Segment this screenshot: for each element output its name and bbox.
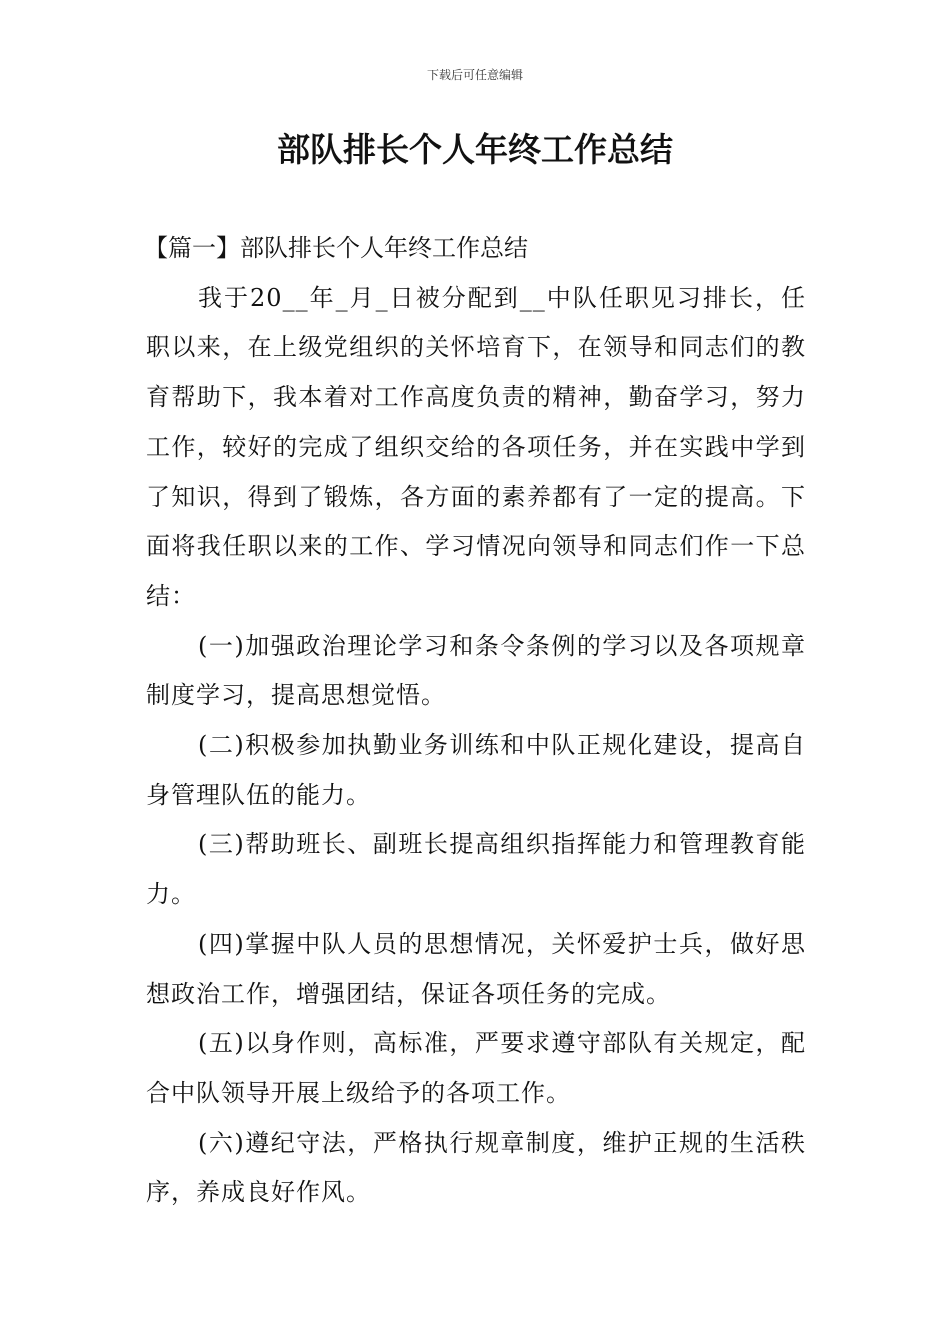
- document-body: [146, 224, 806, 1218]
- point-2-paragraph: (二)积极参加执勤业务训练和中队正规化建设，提高自身管理队伍的能力。: [146, 731, 806, 809]
- point-5-paragraph: (五)以身作则，高标准，严要求遵守部队有关规定，配合中队领导开展上级给予的各项工作。: [146, 1029, 806, 1107]
- document-title: 部队排长个人年终工作总结: [277, 130, 673, 169]
- point-6-paragraph: (六)遵纪守法，严格执行规章制度，维护正规的生活秩序，养成良好作风。: [146, 1128, 806, 1207]
- point-1-paragraph: (一)加强政治理论学习和条令条例的学习以及各项规章制度学习，提高思想觉悟。: [146, 631, 806, 710]
- point-3-paragraph: (三)帮助班长、副班长提高组织指挥能力和管理教育能力。: [146, 830, 806, 909]
- intro-paragraph: 我于20__年_月_日被分配到__中队任职见习排长，任职以来，在上级党组织的关怀培育下，在领导和同志们的教育帮助下，我本着对工作高度负责的精神，勤奋学习，努力工作，较好的完成了组织交给的各项任务，并在实践中学到了知识，得到了锻炼，各方面的素养都有了一定的提高。下面将我任职以来的工作、学习情况向领导和同志们作一下总结：: [146, 283, 806, 610]
- section-heading: 【篇一】部队排长个人年终工作总结: [144, 234, 528, 262]
- header-note: 下载后可任意编辑: [426, 68, 523, 82]
- point-4-paragraph: (四)掌握中队人员的思想情况，关怀爱护士兵，做好思想政治工作，增强团结，保证各项任务的完成。: [146, 929, 806, 1008]
